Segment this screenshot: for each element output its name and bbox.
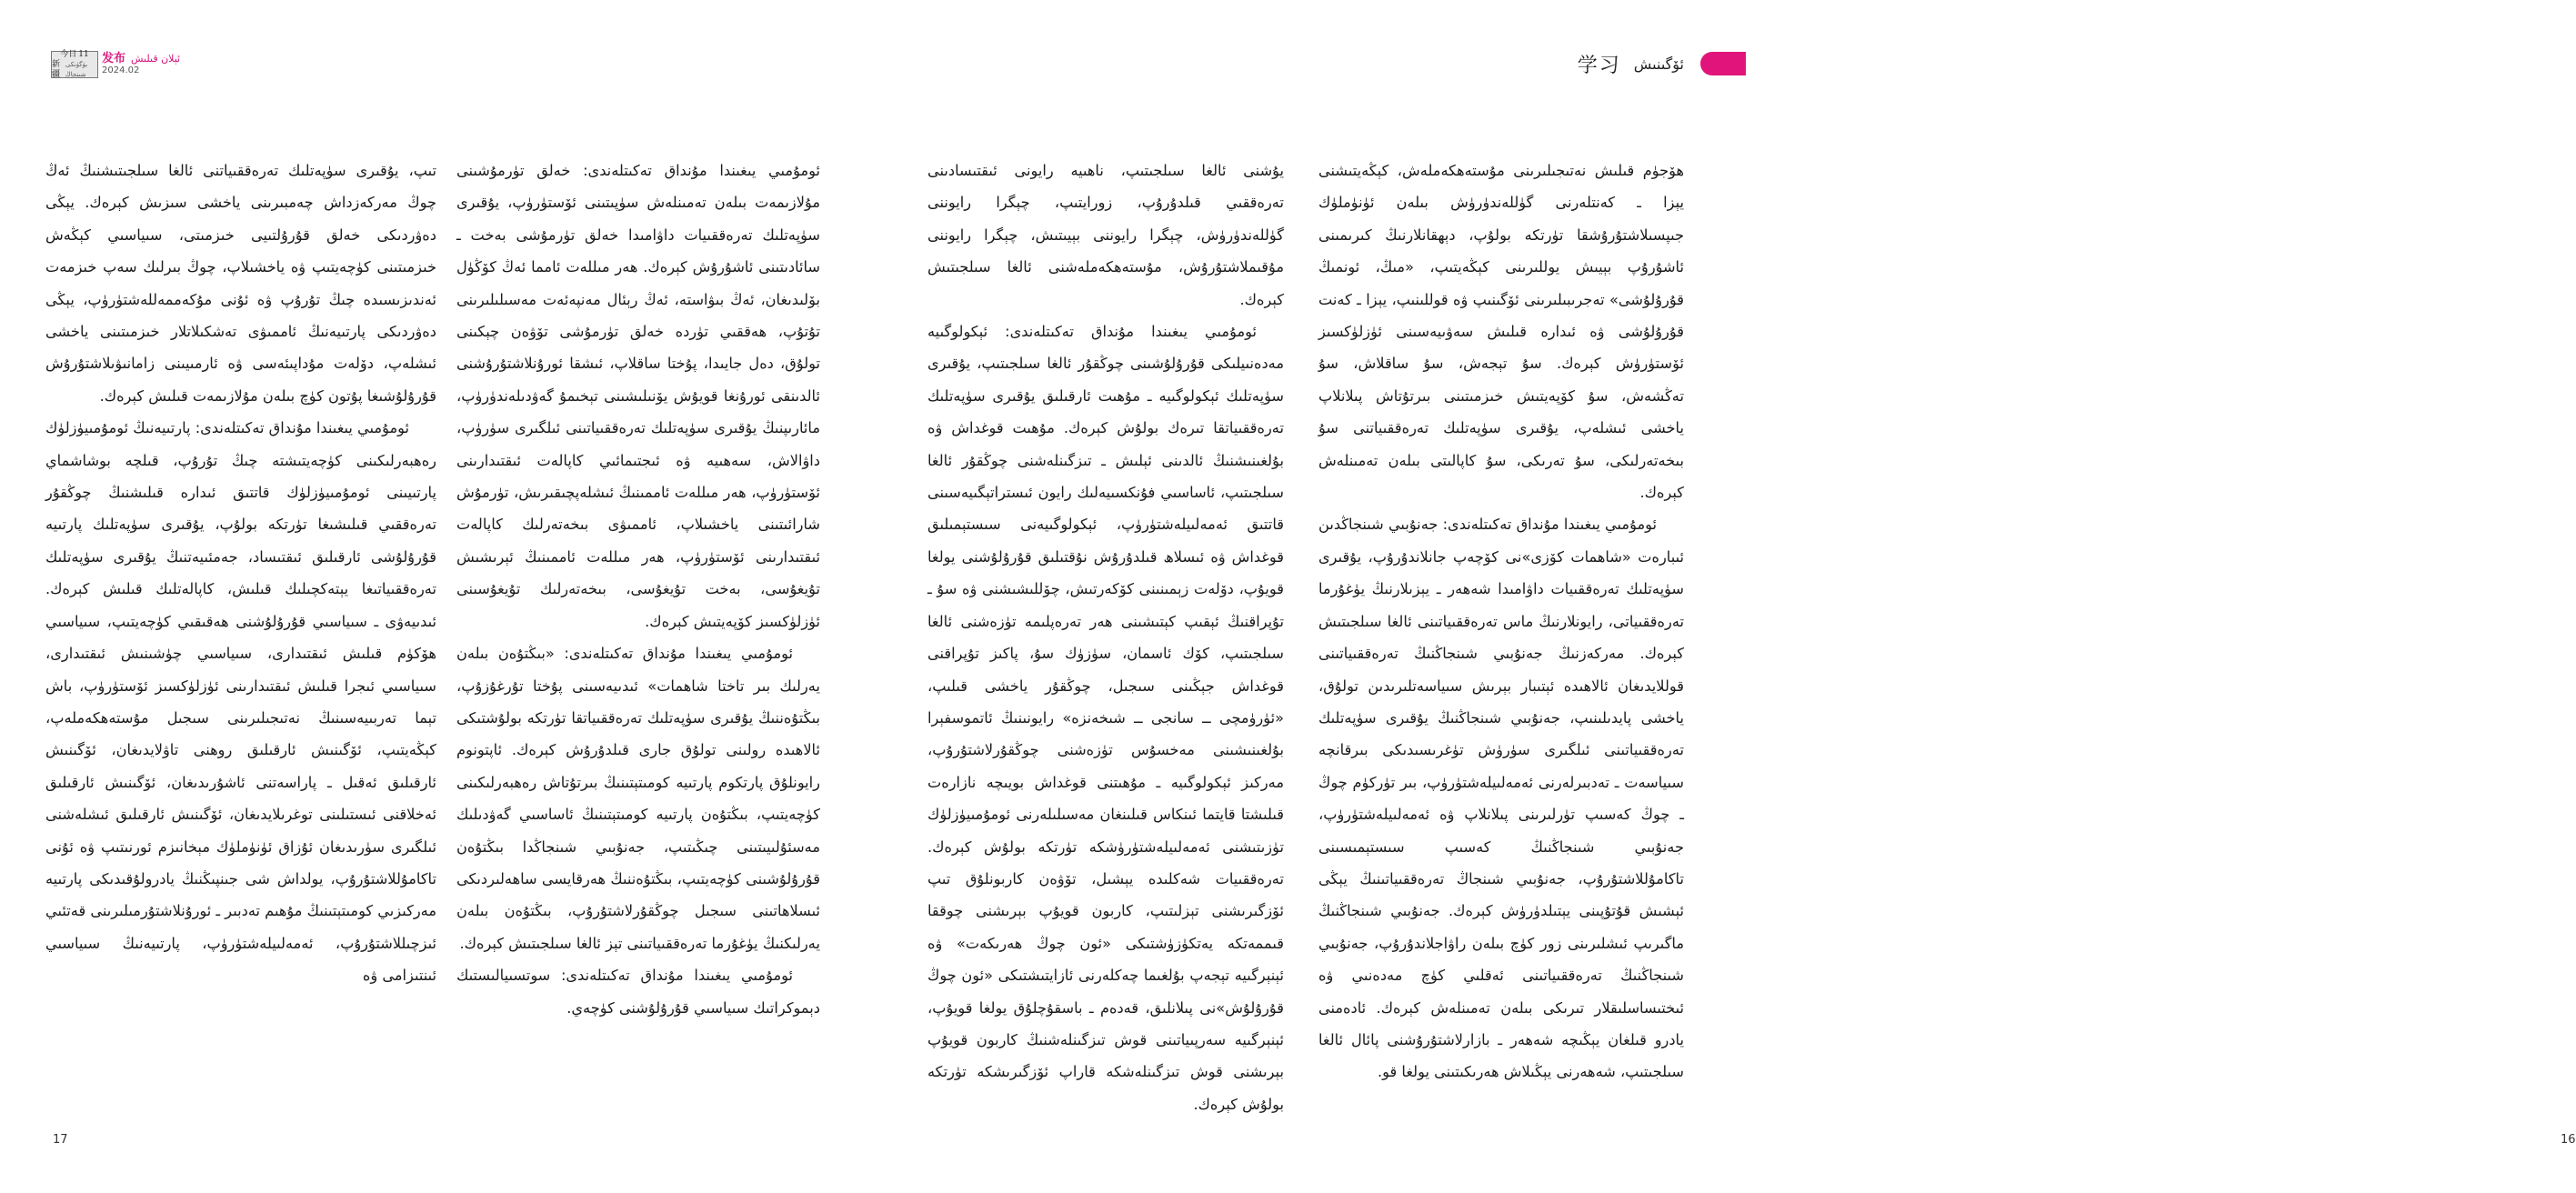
right-inner-column [927,155,1284,1137]
issue-date: 2024.02 [102,65,140,75]
paragraph: ئومۇمىي يىغىندا مۇنداق تەكىتلەندى: «بىڭتۇەن بىلەن يەرلىك بىر تاختا شاھمات» ئىدىيەسىنى پۇختا تۇرغۇزۇپ، بىڭتۇەننىڭ يۇقىرى سۈپەتلىك تەرەققىياتقا تۈرتكە بولۇشتىكى ئالاھىدە رولىنى تولۇق جارى قىلدۇرۇش كېرەك. ئاپتونوم رايونلۇق پارتكوم پارتىيە كومىتېتىنىڭ بىرتۇتاش رەھبەرلىكىنى كۈچەيتىپ، بىڭتۇەن پارتىيە كومىتېتىنىڭ ئاساسىي گەۋدىلىك مەسئۇلىيىتىنى چىڭىتىپ، جەنۇبىي شىنجاڭدا بىڭتۇەن قۇرۇلۇشىنى كۈچەيتىپ، بىڭتۇەننىڭ ھەرقايسى ساھەلىردىكى ئىسلاھاتىنى سىجىل چوڭقۇرلاشتۇرۇپ، بىڭتۇەن بىلەن يەرلىكنىڭ يۈغۇرما تەرەققىياتىنى تېز ئالغا سىلجىتىش كېرەك. [456,645,820,952]
section-label-ug: ئېلان قىلىش [131,53,181,65]
right-outer-column [1318,155,1684,1137]
paragraph: ئومۇمىي يىغىندا مۇنداق تەكىتلەندى: سوتسىيالىستىك دېموكراتىك سىياسىي قۇرۇلۇشنى كۈچەي. [456,967,820,1017]
paragraph: يۇشنى ئالغا سىلجىتىپ، ناھىيە رايونى ئىقتىسادىنى تەرەققىي قىلدۇرۇپ، زورايتىپ، چېگرا رايوننى گۈللەندۈرۈش، چېگرا رايوننى بېيىتىش، چېگرا رايوننى مۇقىملاشتۇرۇش، مۇستەھكەملەشنى ئالغا سىلجىتىش كېرەك. [927,162,1284,308]
section-color-tab [1700,52,1746,75]
section-label-zh: 发布 [102,52,126,65]
paragraph: ھۆجۈم قىلىش نەتىجىلىرىنى مۇستەھكەملەش، كېڭەيتىشنى يېزا ـ كەنتلەرنى گۈللەندۈرۈش بىلەن ئۈنۈملۈك جىپسىلاشتۇرۇشقا تۈرتكە بولۇپ، دېھقانلارنىڭ كىرىمىنى ئاشۇرۇپ بېيىش يوللىرىنى كېڭەيتىپ، «مىڭ، ئونمىڭ قۇرۇلۇشى» تەجرىبىلىرىنى ئۆگىنىپ ۋە قوللىنىپ، يېزا ـ كەنت قۇرۇلۇشى ۋە ئىدارە قىلىش سەۋىيەسىنى ئۈزلۈكسىز ئۆستۈرۈش كېرەك. سۇ تېجەش، سۇ ساقلاش، سۇ تەڭشەش، سۇ كۆپەيتىش خىزمىتىنى بىرتۇتاش پىلانلاپ ياخشى ئىشلەپ، يۇقىرى سۈپەتلىك تەرەققىياتنى سۇ بىخەتەرلىكى، سۇ تەرىكى، سۇ كاپالىتى بىلەن تەمىنلەش كېرەك. [1318,162,1684,502]
logo-top-text: 今日 [60,49,77,59]
paragraph: ئومۇمىي يىغىندا مۇنداق تەكىتلەندى: ئېكولوگىيە مەدەنىيلىكى قۇرۇلۇشىنى چوڭقۇر ئالغا سىلجىتىپ، يۇقىرى سۈپەتلىك ئېكولوگىيە ـ مۇھىت ئارقىلىق يۇقىرى سۈپەتلىك تەرەققىياتقا تىرەك بولۇش كېرەك. مۇھىت قوغداش ۋە بۇلغىنىشنىڭ ئالدىنى ئېلىش ـ تىزگىنلەشنى چوڭقۇر ئالغا سىلجىتىپ، ئاساسىي فۇنكسىيەلىك رايون ئىستراتېگىيەسىنى قاتتىق ئەمەلىيلەشتۈرۈپ، ئېكولوگىيەنى سىستېمىلىق قوغداش ۋە ئىسلاھ قىلدۇرۇش نۇقتىلىق قۇرۇلۇشنى يولغا قويۇپ، دۆلەت زېمىنىنى كۆكەرتىش، چۆللىشىشنى ۋە سۇ ـ تۇپراقنىڭ ئېقىپ كېتىشىنى ھەر تەرەپلىمە تۈزەشنى ئالغا سىلجىتىپ، كۆك ئاسمان، سۈزۈك سۇ، پاكىز تۇپراقنى قوغداش جېڭىنى سىجىل، چوڭقۇر ياخشى قىلىپ، «ئۈرۈمچى ــ سانجى ــ شىخەنزە» رايونىنىڭ ئاتموسفېرا بۇلغىنىشىنى مەخسۇس تۈزەشنى چوڭقۇرلاشتۇرۇپ، مەركىز ئېكولوگىيە ـ مۇھىتنى قوغداش بويىچە نازارەت قىلىشتا قايتما ئىنكاس قىلىنغان مەسىلىلەرنى ئومۇمىيۈزلۈك تۈزىتىشنى ئەمەلىيلەشتۈرۈشكە تۈرتكە بولۇش كېرەك. تەرەققىيات شەكلىدە يېشىل، تۆۋەن كاربونلۇق تىپ ئۆزگىرىشنى تېزلىتىپ، كاربون قويۇپ بېرىشنى چوققا قىممەتكە يەتكۈزۈشتىكى «ئون چوڭ ھەرىكەت» ۋە ئېنېرگىيە تېجەپ بۇلغىما چەكلەرنى ئازايتىشتىكى «ئون چوڭ قۇرۇلۇش»نى پىلانلىق، قەدەم ـ باسقۇچلۇق يولغا قويۇپ، ئېنېرگىيە سەرپىياتىنى قوش تىزگىنلەشنىڭ كاربون قويۇپ بېرىشنى قوش تىزگىنلەشكە قاراپ ئۆزگىرىشكە تۈرتكە بولۇش كېرەك. [927,323,1284,1113]
paragraph: ئومۇمىي يىغىندا مۇنداق تەكىتلەندى: پارتىيەنىڭ ئومۇمىيۈزلۈك رەھبەرلىكىنى كۈچەيتىشتە چىڭ تۇرۇپ، قىلچە بوشاشماي پارتىيىنى ئومۇمىيۈزلۈك قاتتىق ئىدارە قىلىشنىڭ چوڭقۇر تەرەققىي قىلىشىغا تۈرتكە بولۇپ، يۇقىرى سۈپەتلىك پارتىيە قۇرۇلۇشى ئارقىلىق ئىقتىساد، جەمئىيەتنىڭ يۇقىرى سۈپەتلىك تەرەققىياتىغا يېتەكچىلىك قىلىش، كاپالەتلىك قىلىش كېرەك. ئىدىيەۋى ـ سىياسىي قۇرۇلۇشنى ھەقىقىي كۈچەيتىپ، سىياسىي ھۆكۈم قىلىش ئىقتىدارى، سىياسىي چۈشىنىش ئىقتىدارى، سىياسىي ئىجرا قىلىش ئىقتىدارىنى ئۈزلۈكسىز ئۆستۈرۈپ، باش تېما تەربىيەسىنىڭ نەتىجىلىرىنى سىجىل مۇستەھكەملەپ، كېڭەيتىپ، ئۆگىنىش ئارقىلىق روھنى تاۋلايدىغان، ئۆگىنىش ئارقىلىق ئەقىل ـ پاراسەتنى ئاشۇرىدىغان، ئۆگىنىش ئارقىلىق ئەخلاقنى ئىستىلىنى توغرىلايدىغان، ئۆگىنىش ئارقىلىق ئىشلەشنى ئىلگىرى سۈرىدىغان ئۇزاق ئۈنۈملۈك مېخانىزم ئورنىتىپ ۋە ئۇنى تاكامۇللاشتۇرۇپ، يولداش شى جىنپىڭنىڭ يادرولۇقىدىكى پارتىيە مەركىزىي كومىتېتىنىڭ مۇھىم تەدبىر ـ ئورۇنلاشتۇرمىلىرىنى قەتئىي ئىزچىللاشتۇرۇپ، ئەمەلىيلەشتۈرۈپ، پارتىيەنىڭ سىياسىي ئىنتىزامى ۋە [45,419,436,985]
left-outer-column [45,155,436,1137]
magazine-header [51,51,180,78]
section-title-zh: 学习 [1577,54,1621,77]
logo-issue-number: 11 [78,49,89,59]
magazine-logo [51,51,98,78]
logo-bottom-text: 新疆 [52,59,61,79]
page-number-left: 17 [53,1133,68,1147]
paragraph: ئومۇمىي يىغىندا مۇنداق تەكىتلەندى: جەنۇبىي شىنجاڭدىن ئىبارەت «شاھمات كۆزى»نى كۆچەپ جانلاندۇرۇپ، يۇقىرى سۈپەتلىك تەرەققىيات داۋامىدا شەھەر ـ يېزىلارنىڭ يۈغۇرما تەرەققىياتى، رايونلارنىڭ ماس تەرەققىياتىنى ئالغا سىلجىتىش كېرەك. مەركەزنىڭ جەنۇبىي شىنجاڭنىڭ تەرەققىياتىنى قوللايدىغان ئالاھىدە ئېتىبار بېرىش سىياسەتلىرىدىن تولۇق، ياخشى پايدىلىنىپ، جەنۇبىي شىنجاڭنىڭ يۇقىرى سۈپەتلىك تەرەققىياتىنى ئىلگىرى سۈرۈش تۈغرىسىدىكى بىرقانچە سىياسەت ـ تەدبىرلەرنى ئەمەلىيلەشتۈرۈپ، بىر تۈركۈم چوڭ ـ چوڭ كەسىپ تۈرلىرىنى پىلانلاپ ۋە ئەمەلىيلەشتۈرۈپ، جەنۇبىي شىنجاڭنىڭ كەسىپ سىستېمىسىنى تاكامۇللاشتۇرۇپ، جەنۇبىي شىنجاڭ تەرەققىياتىنىڭ يېڭى ئېشىش قۇتۇپىنى يېتىلدۈرۈش كېرەك. جەنۇبىي شىنجاڭنىڭ ماگىرىپ ئىشلىرىنى زور كۈچ بىلەن راۋاجلاندۇرۇپ، جەنۇبىي شىنجاڭنىڭ تەرەققىياتىنى ئەقلىي كۈچ مەدەنىي ۋە ئىختىساسلىقلار تىرىكى بىلەن تەمىنلەش كېرەك. ئادەمنى يادرو قىلغان يېڭىچە شەھەر ـ بازارلاشتۇرۇشنى پائال ئالغا سىلجىتىپ، شەھەرنى يېڭىلاش ھەرىكىتىنى يولغا قو. [1318,516,1684,1081]
logo-small-text: بۈگۈنكى شىنجاڭ [65,60,88,78]
magazine-info [102,53,180,76]
left-inner-column [456,155,820,1137]
paragraph: تىپ، يۇقىرى سۈپەتلىك تەرەققىياتنى ئالغا سىلجىتىشنىڭ ئەڭ چوڭ مەركەزداش چەمبىرىنى ياخشى سىزىش كېرەك. يېڭى دەۋردىكى خەلق قۇرۇلتىيى خىزمىتى، سىياسىي كېڭەش خىزمىتىنى كۈچەيتىپ ۋە ياخشىلاپ، چوڭ بىرلىك سەپ خىزمەت ئەندىزىسىدە چىڭ تۇرۇپ ۋە ئۇنى مۇكەممەللەشتۈرۈپ، يېڭى دەۋردىكى پارتىيەنىڭ ئاممىۋى تەشكىلاتلار خىزمىتىنى ياخشى ئىشلەپ، دۆلەت مۇداپىئەسى ۋە ئارمىيىنى زامانىۋىلاشتۇرۇش قۇرۇلۇشىغا پۇتون كۈچ بىلەن مۇلازىمەت قىلىش كېرەك. [45,162,436,405]
section-title [1578,50,1684,78]
page-number-right: 16 [2561,1133,2576,1147]
section-title-ug: ئۆگىنىش [1633,55,1684,73]
paragraph: ئومۇمىي يىغىندا مۇنداق تەكىتلەندى: خەلق تۈرمۇشىنى مۇلازىمەت بىلەن تەمىنلەش سۈپىتىنى ئۆستۈرۈپ، يۇقىرى سۈپەتلىك تەرەققىيات داۋامىدا خەلق تۈرمۇشى بەخت ـ سائادىتىنى ئاشۇرۇش كېرەك. ھەر مىللەت ئامما ئەڭ كۆڭۈل بۆلىدىغان، ئەڭ بىۋاستە، ئەڭ رېئال مەنپەئەت مەسىلىلىرىنى تۇتۇپ، ھەققىي تۈردە خەلق تۈرمۇشى تۆۋەن چېكىنى تولۇق، دەل جايىدا، پۇختا ساقلاپ، ئىشقا ئورۇنلاشتۇرۇشنى ئالدىنقى ئورۇنغا قويۇش يۆنىلىشىنى تېخىمۇ گەۋدىلەندۈرۈپ، مائارىپنىڭ يۇقىرى سۈپەتلىك تەرەققىياتىنى ئىلگىرى سۈرۈپ، داۋالاش، سەھىيە ۋە ئىجتىمائىي كاپالەت ئىقتىدارىنى ئۆستۈرۈپ، ھەر مىللەت ئاممىنىڭ ئىشلەپچىقىرىش، تۈرمۇش شارائىتىنى ياخشىلاپ، ئاممىۋى بىخەتەرلىك كاپالەت ئىقتىدارىنى ئۆستۈرۈپ، ھەر مىللەت ئاممىنىڭ ئېرىشىش تۇيغۇسى، بەخت تۇيغۇسى، بىخەتەرلىك تۇيغۇسىنى ئۈزلۈكسىز كۆپەيتىش كېرەك. [456,162,820,630]
section-header [1578,45,1746,82]
left-page [0,0,873,1193]
